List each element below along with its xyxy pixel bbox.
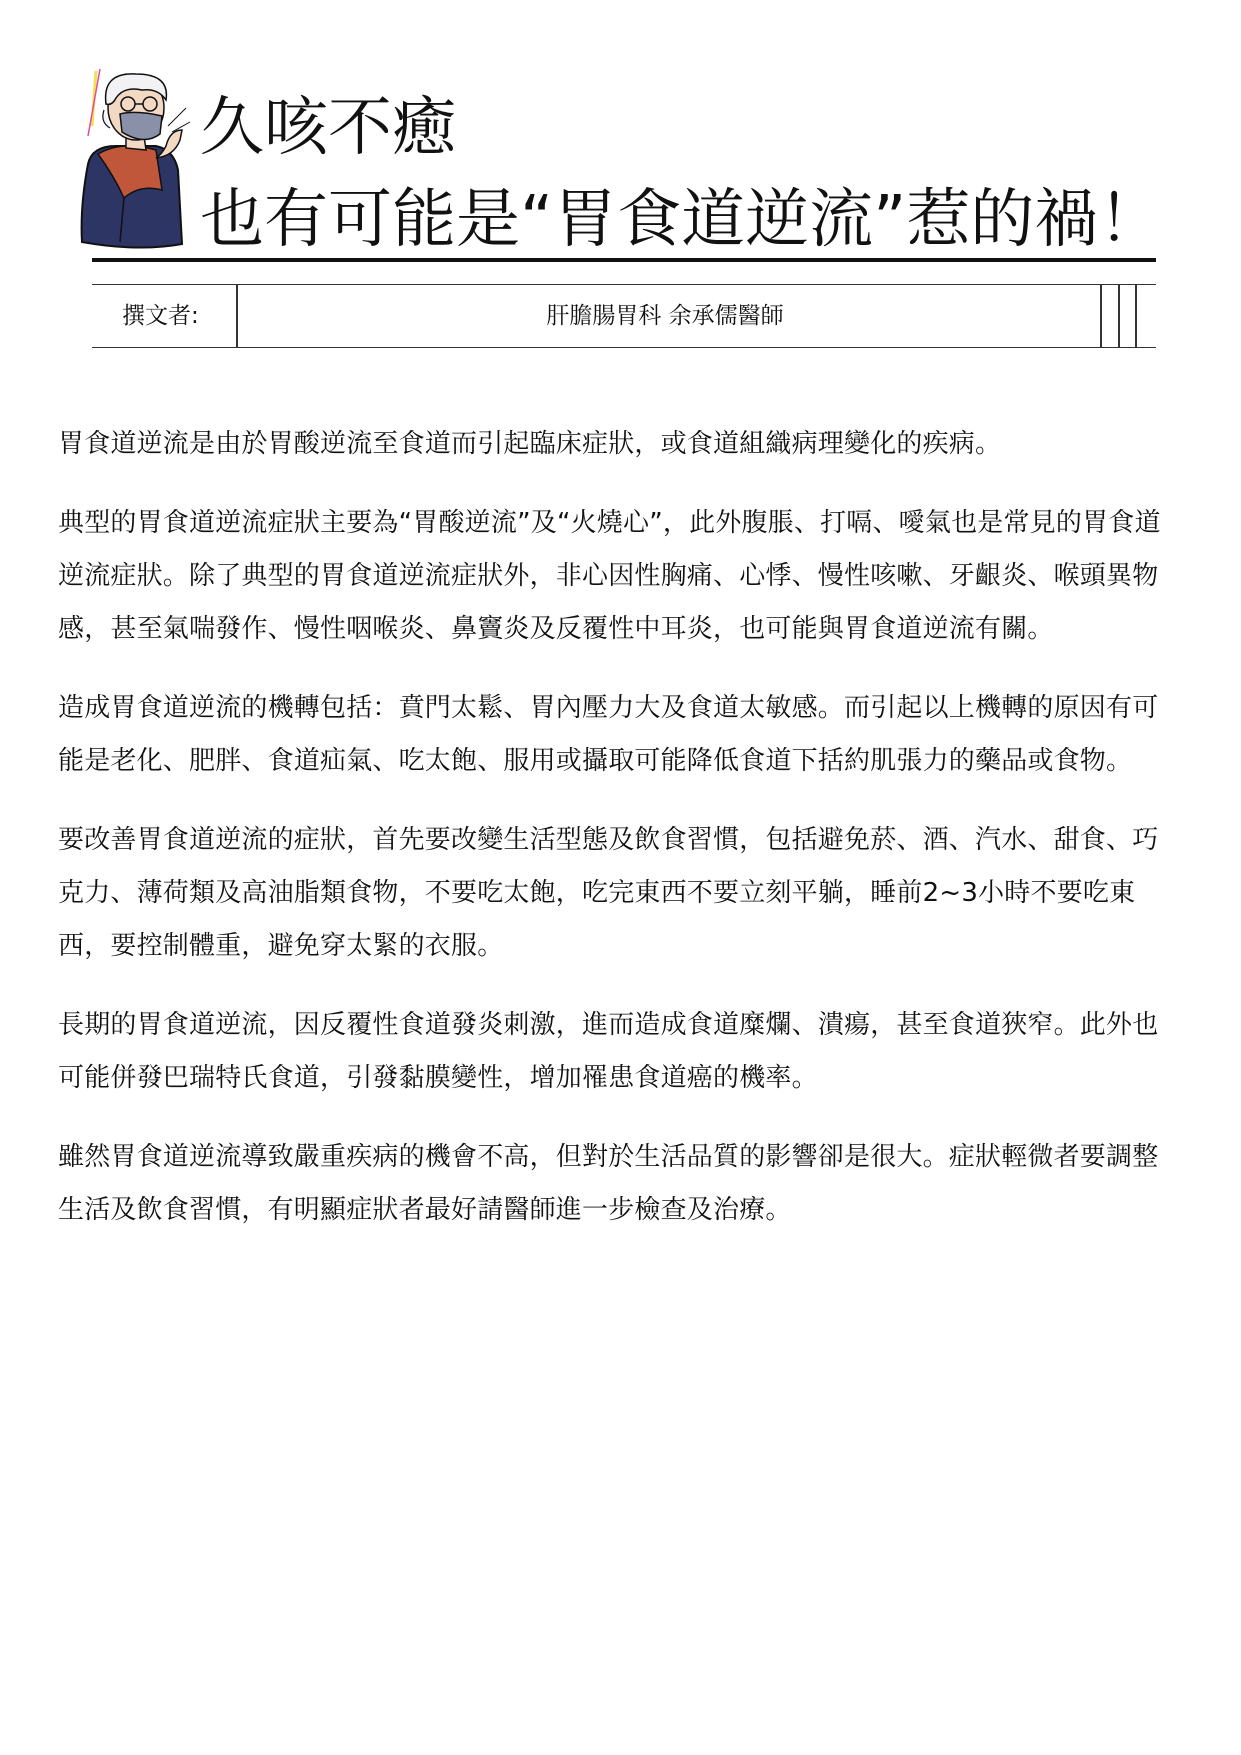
coughing-elderly-person-icon <box>78 66 193 256</box>
byline-divider <box>1100 285 1102 347</box>
title-line-1: 久咳不癒 <box>200 91 456 165</box>
byline-divider <box>1135 285 1137 347</box>
byline-divider <box>1118 285 1120 347</box>
byline-label: 撰文者: <box>122 303 199 329</box>
article-paragraph: 胃食道逆流是由於胃酸逆流至食道而引起臨床症狀，或食道組織病理變化的疾病。 <box>58 429 1002 459</box>
article-paragraph: 造成胃食道逆流的機轉包括：賁門太鬆、胃內壓力大及食道太敏感。而引起以上機轉的原因有可能是老化、肥胖、食道疝氣、吃太飽、服用或攝取可能降低食道下括約肌張力的藥品或食物。 <box>58 693 1159 776</box>
author-name: 肝膽腸胃科 余承儒醫師 <box>546 303 784 329</box>
article-paragraph: 典型的胃食道逆流症狀主要為“胃酸逆流”及“火燒心”，此外腹脹、打嗝、噯氣也是常見的胃食道逆流症狀。除了典型的胃食道逆流症狀外，非心因性胸痛、心悸、慢性咳嗽、牙齦炎、喉頭異物感，甚至氣喘發作、慢性咽喉炎、鼻竇炎及反覆性中耳炎，也可能與胃食道逆流有關。 <box>58 508 1161 644</box>
article-paragraph: 要改善胃食道逆流的症狀，首先要改變生活型態及飲食習慣，包括避免菸、酒、汽水、甜食、巧克力、薄荷類及高油脂類食物，不要吃太飽，吃完東西不要立刻平躺，睡前2~3小時不要吃東西，要控制體重，避免穿太緊的衣服。 <box>58 825 1159 961</box>
byline-table <box>92 284 1156 348</box>
article-body <box>58 418 1178 1263</box>
page-title <box>200 82 1210 266</box>
title-line-2: 也有可能是“胃食道逆流”惹的禍！ <box>200 183 1163 257</box>
title-divider <box>92 258 1156 262</box>
article-paragraph: 長期的胃食道逆流，因反覆性食道發炎刺激，進而造成食道糜爛、潰瘍，甚至食道狹窄。此外也可能併發巴瑞特氏食道，引發黏膜變性，增加罹患食道癌的機率。 <box>58 1010 1159 1093</box>
article-paragraph: 雖然胃食道逆流導致嚴重疾病的機會不高，但對於生活品質的影響卻是很大。症狀輕微者要調整生活及飲食習慣，有明顯症狀者最好請醫師進一步檢查及治療。 <box>58 1142 1159 1225</box>
